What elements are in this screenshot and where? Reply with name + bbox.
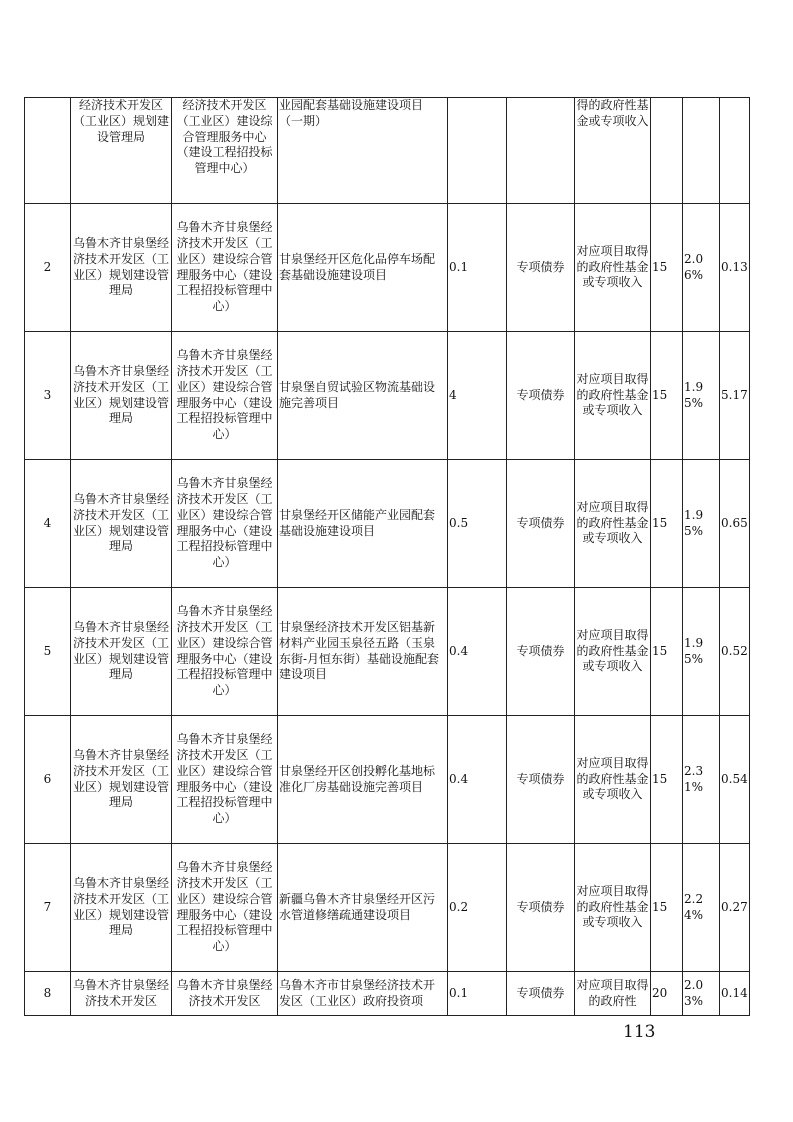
cell-implementing-unit: 乌鲁木齐甘泉堡经济技术开发区（工业区）建设综合管理服务中心（建设工程招投标管理中心） bbox=[172, 460, 278, 588]
cell-responsible-unit: 乌鲁木齐甘泉堡经济技术开发区（工业区）规划建设管理局 bbox=[71, 332, 172, 460]
table-row bbox=[25, 332, 750, 460]
cell-project-name: 甘泉堡经济技术开发区铝基新材料产业园玉泉径五路（玉泉东街-月恒东街）基础设施配套建设项目 bbox=[278, 588, 448, 716]
cell-rate bbox=[683, 98, 720, 204]
table-row bbox=[25, 716, 750, 844]
cell-amount: 0.5 bbox=[448, 460, 507, 588]
cell-bond-type: 专项债券 bbox=[507, 972, 575, 1016]
cell-interest: 0.14 bbox=[720, 972, 750, 1016]
cell-project-name: 业园配套基础设施建设项目（一期） bbox=[278, 98, 448, 204]
cell-term: 15 bbox=[651, 204, 683, 332]
cell-repayment-source: 对应项目取得的政府性基金或专项收入 bbox=[575, 332, 651, 460]
cell-interest: 5.17 bbox=[720, 332, 750, 460]
cell-bond-type: 专项债券 bbox=[507, 588, 575, 716]
cell-rate: 2.06% bbox=[683, 204, 720, 332]
cell-term bbox=[651, 98, 683, 204]
cell-repayment-source: 对应项目取得的政府性 bbox=[575, 972, 651, 1016]
cell-rate: 1.95% bbox=[683, 588, 720, 716]
cell-amount: 0.2 bbox=[448, 844, 507, 972]
cell-project-name: 乌鲁木齐市甘泉堡经济技术开发区（工业区）政府投资项 bbox=[278, 972, 448, 1016]
cell-index: 5 bbox=[25, 588, 71, 716]
cell-implementing-unit: 乌鲁木齐甘泉堡经济技术开发区（工业区）建设综合管理服务中心（建设工程招投标管理中心） bbox=[172, 204, 278, 332]
cell-bond-type: 专项债券 bbox=[507, 332, 575, 460]
cell-term: 15 bbox=[651, 716, 683, 844]
cell-amount: 0.4 bbox=[448, 716, 507, 844]
cell-responsible-unit: 乌鲁木齐甘泉堡经济技术开发区 bbox=[71, 972, 172, 1016]
cell-implementing-unit: 乌鲁木齐甘泉堡经济技术开发区（工业区）建设综合管理服务中心（建设工程招投标管理中心） bbox=[172, 588, 278, 716]
cell-rate: 1.95% bbox=[683, 332, 720, 460]
cell-term: 20 bbox=[651, 972, 683, 1016]
cell-implementing-unit: 经济技术开发区（工业区）建设综合管理服务中心（建设工程招投标管理中心） bbox=[172, 98, 278, 204]
cell-responsible-unit: 乌鲁木齐甘泉堡经济技术开发区（工业区）规划建设管理局 bbox=[71, 204, 172, 332]
cell-amount: 0.4 bbox=[448, 588, 507, 716]
cell-term: 15 bbox=[651, 460, 683, 588]
cell-repayment-source: 对应项目取得的政府性基金或专项收入 bbox=[575, 716, 651, 844]
table-row bbox=[25, 460, 750, 588]
cell-amount: 4 bbox=[448, 332, 507, 460]
cell-interest: 0.65 bbox=[720, 460, 750, 588]
cell-project-name: 甘泉堡经开区危化品停车场配套基础设施建设项目 bbox=[278, 204, 448, 332]
cell-interest: 0.54 bbox=[720, 716, 750, 844]
cell-amount: 0.1 bbox=[448, 972, 507, 1016]
table-row bbox=[25, 204, 750, 332]
cell-interest: 0.13 bbox=[720, 204, 750, 332]
cell-rate: 2.03% bbox=[683, 972, 720, 1016]
cell-index: 6 bbox=[25, 716, 71, 844]
cell-implementing-unit: 乌鲁木齐甘泉堡经济技术开发区（工业区）建设综合管理服务中心（建设工程招投标管理中心） bbox=[172, 844, 278, 972]
cell-index bbox=[25, 98, 71, 204]
cell-repayment-source: 对应项目取得的政府性基金或专项收入 bbox=[575, 204, 651, 332]
cell-responsible-unit: 乌鲁木齐甘泉堡经济技术开发区（工业区）规划建设管理局 bbox=[71, 588, 172, 716]
cell-responsible-unit: 乌鲁木齐甘泉堡经济技术开发区（工业区）规划建设管理局 bbox=[71, 460, 172, 588]
table-row bbox=[25, 844, 750, 972]
cell-index: 7 bbox=[25, 844, 71, 972]
cell-term: 15 bbox=[651, 588, 683, 716]
cell-implementing-unit: 乌鲁木齐甘泉堡经济技术开发区 bbox=[172, 972, 278, 1016]
table-row bbox=[25, 98, 750, 204]
cell-repayment-source: 对应项目取得的政府性基金或专项收入 bbox=[575, 460, 651, 588]
cell-project-name: 新疆乌鲁木齐甘泉堡经开区污水管道修缮疏通建设项目 bbox=[278, 844, 448, 972]
cell-index: 4 bbox=[25, 460, 71, 588]
cell-repayment-source: 对应项目取得的政府性基金或专项收入 bbox=[575, 588, 651, 716]
cell-bond-type: 专项债券 bbox=[507, 844, 575, 972]
cell-rate: 1.95% bbox=[683, 460, 720, 588]
debt-project-table bbox=[24, 97, 750, 1016]
cell-implementing-unit: 乌鲁木齐甘泉堡经济技术开发区（工业区）建设综合管理服务中心（建设工程招投标管理中心） bbox=[172, 716, 278, 844]
cell-bond-type: 专项债券 bbox=[507, 204, 575, 332]
cell-project-name: 甘泉堡经开区创投孵化基地标准化厂房基础设施完善项目 bbox=[278, 716, 448, 844]
cell-amount bbox=[448, 98, 507, 204]
cell-rate: 2.31% bbox=[683, 716, 720, 844]
cell-implementing-unit: 乌鲁木齐甘泉堡经济技术开发区（工业区）建设综合管理服务中心（建设工程招投标管理中心） bbox=[172, 332, 278, 460]
cell-index: 2 bbox=[25, 204, 71, 332]
cell-interest: 0.52 bbox=[720, 588, 750, 716]
cell-term: 15 bbox=[651, 332, 683, 460]
cell-repayment-source: 得的政府性基金或专项收入 bbox=[575, 98, 651, 204]
cell-amount: 0.1 bbox=[448, 204, 507, 332]
cell-interest bbox=[720, 98, 750, 204]
cell-bond-type: 专项债券 bbox=[507, 460, 575, 588]
cell-rate: 2.24% bbox=[683, 844, 720, 972]
cell-repayment-source: 对应项目取得的政府性基金或专项收入 bbox=[575, 844, 651, 972]
cell-project-name: 甘泉堡自贸试验区物流基础设施完善项目 bbox=[278, 332, 448, 460]
page-number: 113 bbox=[623, 1022, 656, 1042]
cell-project-name: 甘泉堡经开区储能产业园配套基础设施建设项目 bbox=[278, 460, 448, 588]
cell-index: 3 bbox=[25, 332, 71, 460]
cell-responsible-unit: 乌鲁木齐甘泉堡经济技术开发区（工业区）规划建设管理局 bbox=[71, 716, 172, 844]
table-row bbox=[25, 588, 750, 716]
cell-term: 15 bbox=[651, 844, 683, 972]
cell-bond-type: 专项债券 bbox=[507, 716, 575, 844]
cell-responsible-unit: 经济技术开发区（工业区）规划建设管理局 bbox=[71, 98, 172, 204]
cell-bond-type bbox=[507, 98, 575, 204]
cell-responsible-unit: 乌鲁木齐甘泉堡经济技术开发区（工业区）规划建设管理局 bbox=[71, 844, 172, 972]
table-row bbox=[25, 972, 750, 1016]
cell-interest: 0.27 bbox=[720, 844, 750, 972]
table-body bbox=[25, 98, 750, 1016]
cell-index: 8 bbox=[25, 972, 71, 1016]
